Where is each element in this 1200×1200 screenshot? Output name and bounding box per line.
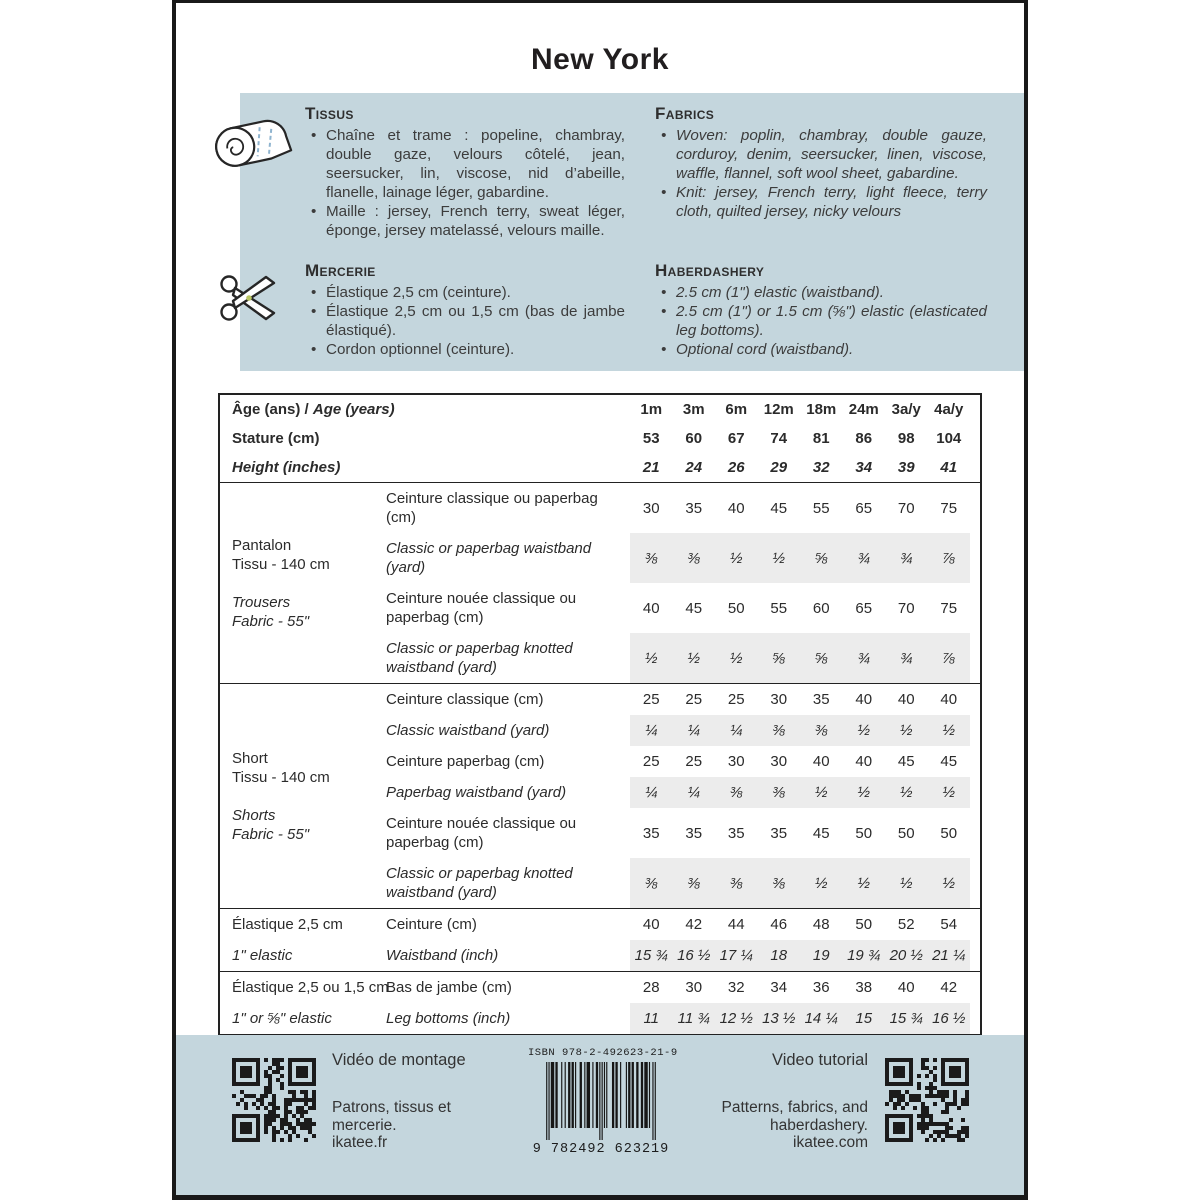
size-value: 25 bbox=[727, 691, 745, 708]
size-value: 34 bbox=[770, 979, 788, 996]
table-row bbox=[386, 808, 980, 858]
size-value: ½ bbox=[729, 549, 743, 567]
size-value: 21 bbox=[642, 459, 660, 476]
size-value: ½ bbox=[729, 649, 743, 667]
size-value: ¼ bbox=[687, 784, 700, 801]
size-value: 6m bbox=[725, 401, 748, 418]
size-value: 60 bbox=[685, 430, 703, 447]
size-value: 50 bbox=[727, 599, 745, 617]
row-values bbox=[630, 633, 970, 683]
size-value: 38 bbox=[855, 979, 873, 996]
size-value: 45 bbox=[770, 499, 788, 517]
size-value: ⅜ bbox=[772, 784, 785, 801]
table-row bbox=[386, 777, 980, 808]
size-value: 45 bbox=[897, 753, 915, 770]
size-value: 40 bbox=[897, 979, 915, 996]
garment-group-label bbox=[220, 684, 386, 908]
section-rows bbox=[386, 684, 980, 908]
size-value: 42 bbox=[940, 979, 958, 996]
group-line: Tissu - 140 cm bbox=[232, 555, 330, 573]
size-value: ¼ bbox=[644, 722, 658, 739]
table-row bbox=[386, 746, 980, 777]
size-value: 98 bbox=[897, 430, 915, 447]
mercerie-item: • Élastique 2,5 cm (ceinture). bbox=[305, 283, 625, 302]
size-value: 46 bbox=[770, 916, 788, 933]
row-group-label: Élastique 2,5 ou 1,5 cm bbox=[232, 979, 389, 996]
size-value: 50 bbox=[855, 916, 873, 933]
table-row bbox=[220, 940, 980, 971]
fabrics-item: • Woven: poplin, chambray, double gauze, corduroy, denim, seersucker, linen, viscose, waffle, flannel, soft wool sheet, gabardine. bbox=[655, 126, 987, 183]
fabrics-block bbox=[655, 104, 987, 221]
size-value: 81 bbox=[812, 430, 830, 447]
size-value: 11 bbox=[643, 1010, 660, 1027]
size-value: ½ bbox=[687, 649, 700, 667]
table-row bbox=[386, 633, 980, 683]
tissus-item: • Maille : jersey, French terry, sweat léger, éponge, jersey matelassé, velours maille. bbox=[305, 202, 625, 240]
pattern-back-cover bbox=[172, 0, 1028, 1200]
size-value: 19 bbox=[812, 947, 830, 964]
size-value: 15 ¾ bbox=[889, 1010, 923, 1027]
height-row bbox=[220, 453, 980, 482]
size-value: ½ bbox=[899, 784, 913, 801]
size-value: ½ bbox=[899, 874, 913, 892]
size-value: 70 bbox=[897, 599, 915, 617]
size-table-section bbox=[220, 683, 980, 908]
table-row bbox=[386, 858, 980, 908]
row-label: Classic or paperbag waistband (yard) bbox=[386, 540, 592, 576]
group-line bbox=[232, 787, 382, 806]
materials-info-panel bbox=[240, 93, 1024, 371]
tissus-block bbox=[305, 104, 625, 240]
size-value: ½ bbox=[814, 874, 828, 892]
size-value: 45 bbox=[812, 824, 830, 842]
haberdashery-item: • 2.5 cm (1") or 1.5 cm (⅝") elastic (elasticated leg bottoms). bbox=[655, 302, 987, 340]
size-value: 34 bbox=[855, 459, 873, 476]
size-value: ¾ bbox=[899, 649, 913, 667]
size-value: 45 bbox=[940, 753, 958, 770]
size-value: 75 bbox=[940, 499, 958, 517]
group-line bbox=[232, 574, 382, 593]
size-value: 40 bbox=[940, 691, 958, 708]
stature-row bbox=[220, 424, 980, 453]
group-line: Tissu - 140 cm bbox=[232, 768, 330, 786]
age-row-label: Âge (ans) / Age (years) bbox=[232, 401, 395, 418]
size-table-header bbox=[220, 395, 980, 482]
size-value: 36 bbox=[812, 979, 830, 996]
size-value: 70 bbox=[897, 499, 915, 517]
qr-code-video-en bbox=[885, 1058, 969, 1142]
size-table-section bbox=[220, 908, 980, 971]
row-values bbox=[630, 858, 970, 908]
size-value: ⅝ bbox=[814, 649, 828, 667]
footer-right-text bbox=[722, 1099, 868, 1152]
age-row-values bbox=[630, 395, 970, 424]
size-value: 44 bbox=[727, 916, 745, 933]
size-value: ½ bbox=[772, 549, 785, 567]
footer-left-title: Vidéo de montage bbox=[332, 1051, 466, 1069]
size-value: 35 bbox=[642, 824, 660, 842]
mercerie-list bbox=[305, 283, 625, 359]
garment-group-label bbox=[220, 483, 386, 683]
mercerie-heading: Mercerie bbox=[305, 261, 376, 280]
size-value: 16 ½ bbox=[932, 1010, 966, 1027]
size-value: 28 bbox=[642, 979, 660, 996]
size-value: 30 bbox=[770, 691, 788, 708]
size-value: 29 bbox=[770, 459, 788, 476]
size-table-section bbox=[220, 482, 980, 683]
footer-left-line: Patrons, tissus et bbox=[332, 1099, 451, 1116]
table-row bbox=[386, 684, 980, 715]
size-value: 45 bbox=[685, 599, 703, 617]
size-value: 3m bbox=[682, 401, 705, 418]
size-value: 17 ¼ bbox=[719, 947, 753, 964]
size-value: 30 bbox=[727, 753, 745, 770]
size-value: 20 ½ bbox=[889, 947, 923, 964]
size-value: 24 bbox=[685, 459, 703, 476]
size-value: 25 bbox=[642, 691, 660, 708]
haberdashery-item: • 2.5 cm (1") elastic (waistband). bbox=[655, 283, 987, 302]
stature-row-label: Stature (cm) bbox=[232, 430, 320, 447]
section-rows bbox=[220, 909, 980, 971]
size-value: 74 bbox=[770, 430, 788, 447]
section-rows bbox=[386, 483, 980, 683]
size-value: 55 bbox=[812, 499, 830, 517]
group-line: Fabric - 55" bbox=[232, 825, 310, 843]
table-row bbox=[386, 533, 980, 583]
size-value: ⅜ bbox=[644, 874, 658, 892]
size-table bbox=[218, 393, 982, 1036]
size-value: 35 bbox=[685, 824, 703, 842]
table-row bbox=[386, 715, 980, 746]
size-value: 54 bbox=[940, 916, 958, 933]
row-group-label: 1" elastic bbox=[232, 947, 293, 964]
fabrics-list bbox=[655, 126, 987, 221]
size-value: 30 bbox=[685, 979, 703, 996]
row-group-label: Élastique 2,5 cm bbox=[232, 916, 343, 933]
haberdashery-block bbox=[655, 261, 987, 359]
table-row bbox=[220, 1003, 980, 1034]
size-value: 18m bbox=[806, 401, 837, 418]
footer-left-line: ikatee.fr bbox=[332, 1134, 388, 1151]
footer-left-text bbox=[332, 1099, 451, 1152]
row-label: Leg bottoms (inch) bbox=[386, 1010, 511, 1027]
size-value: 86 bbox=[855, 430, 873, 447]
footer-right-line: Patterns, fabrics, and bbox=[721, 1099, 868, 1116]
size-value: ⅝ bbox=[772, 649, 785, 667]
row-label: Ceinture (cm) bbox=[386, 916, 477, 933]
size-value: 65 bbox=[855, 599, 873, 617]
size-value: 75 bbox=[940, 599, 958, 617]
size-value: ½ bbox=[814, 784, 828, 801]
row-label: Waistband (inch) bbox=[386, 947, 499, 964]
size-value: 12m bbox=[763, 401, 794, 418]
barcode-digits: 9 782492 623219 bbox=[532, 1142, 670, 1157]
pattern-title: New York bbox=[531, 43, 669, 76]
row-label: Ceinture nouée classique ou paperbag (cm) bbox=[386, 815, 577, 851]
row-label: Ceinture classique (cm) bbox=[386, 691, 544, 708]
size-value: 35 bbox=[727, 824, 745, 842]
row-group-label: 1" or ⅝" elastic bbox=[232, 1010, 332, 1027]
size-value: 11 ¾ bbox=[677, 1010, 710, 1027]
row-values bbox=[630, 583, 970, 633]
size-value: 13 ½ bbox=[762, 1010, 796, 1027]
size-value: ⅜ bbox=[814, 722, 828, 739]
row-values bbox=[630, 940, 970, 971]
size-value: 40 bbox=[855, 691, 873, 708]
size-value: 39 bbox=[897, 459, 915, 476]
size-value: 40 bbox=[727, 499, 745, 517]
size-value: 32 bbox=[812, 459, 830, 476]
size-value: 50 bbox=[940, 824, 958, 842]
haberdashery-list bbox=[655, 283, 987, 359]
table-row bbox=[220, 909, 980, 940]
size-value: ⅝ bbox=[814, 549, 828, 567]
size-value: 50 bbox=[897, 824, 915, 842]
row-values bbox=[630, 777, 970, 808]
footer-right-line: ikatee.com bbox=[793, 1134, 868, 1151]
size-value: ½ bbox=[942, 784, 955, 801]
stature-row-values bbox=[630, 424, 970, 453]
size-value: 50 bbox=[855, 824, 873, 842]
haberdashery-heading: Haberdashery bbox=[655, 261, 765, 280]
size-value: 53 bbox=[642, 430, 660, 447]
size-value: 21 ¼ bbox=[932, 947, 966, 964]
size-table-section bbox=[220, 971, 980, 1034]
group-line: Trousers bbox=[232, 593, 291, 611]
row-label: Ceinture classique ou paperbag (cm) bbox=[386, 490, 598, 526]
row-label: Classic or paperbag knotted waistband (yard) bbox=[386, 865, 573, 901]
size-value: 1m bbox=[640, 401, 663, 418]
size-value: ½ bbox=[857, 722, 870, 739]
size-value: 40 bbox=[642, 916, 660, 933]
row-label: Classic waistband (yard) bbox=[386, 722, 550, 739]
barcode-bars bbox=[545, 1062, 657, 1142]
size-value: ⅜ bbox=[687, 549, 700, 567]
size-value: 40 bbox=[855, 753, 873, 770]
group-line: Pantalon bbox=[232, 536, 292, 554]
row-values bbox=[630, 533, 970, 583]
tissus-list bbox=[305, 126, 625, 240]
size-value: 15 ¾ bbox=[634, 947, 668, 964]
row-label: Classic or paperbag knotted waistband (yard) bbox=[386, 640, 573, 676]
size-value: 14 ¼ bbox=[804, 1010, 838, 1027]
size-value: ⅜ bbox=[644, 549, 658, 567]
size-value: 25 bbox=[685, 753, 703, 770]
size-value: ½ bbox=[857, 784, 870, 801]
size-value: 40 bbox=[897, 691, 915, 708]
table-row bbox=[386, 483, 980, 533]
mercerie-block bbox=[305, 261, 625, 359]
haberdashery-item: • Optional cord (waistband). bbox=[655, 340, 987, 359]
size-value: 42 bbox=[685, 916, 703, 933]
size-value: 15 bbox=[855, 1010, 873, 1027]
row-values bbox=[630, 684, 970, 715]
size-value: 16 ½ bbox=[677, 947, 711, 964]
group-line: Short bbox=[232, 749, 268, 767]
size-value: ⅜ bbox=[772, 722, 785, 739]
footer-band bbox=[176, 1035, 1024, 1195]
size-value: 35 bbox=[770, 824, 788, 842]
mercerie-item: • Cordon optionnel (ceinture). bbox=[305, 340, 625, 359]
table-row bbox=[220, 972, 980, 1003]
size-value: ½ bbox=[644, 649, 658, 667]
row-values bbox=[630, 746, 970, 777]
size-value: 30 bbox=[770, 753, 788, 770]
size-table-body bbox=[220, 482, 980, 1034]
size-value: ¼ bbox=[687, 722, 700, 739]
tissus-heading: Tissus bbox=[305, 104, 354, 123]
fabrics-heading: Fabrics bbox=[655, 104, 715, 123]
size-value: 25 bbox=[642, 753, 660, 770]
size-value: 40 bbox=[812, 753, 830, 770]
mercerie-item: • Élastique 2,5 cm ou 1,5 cm (bas de jambe élastiqué). bbox=[305, 302, 625, 340]
footer-left-line: mercerie. bbox=[332, 1116, 397, 1134]
size-value: ⅞ bbox=[942, 549, 955, 567]
size-value: ¾ bbox=[857, 649, 870, 667]
size-value: 35 bbox=[812, 691, 830, 708]
age-row bbox=[220, 395, 980, 424]
footer-right-line: haberdashery. bbox=[770, 1116, 868, 1134]
size-value: 60 bbox=[812, 599, 830, 617]
size-value: 18 bbox=[770, 947, 788, 964]
size-value: ¾ bbox=[899, 549, 913, 567]
row-values bbox=[630, 972, 970, 1003]
row-values bbox=[630, 483, 970, 533]
row-label: Ceinture paperbag (cm) bbox=[386, 753, 545, 770]
size-value: 19 ¾ bbox=[847, 947, 881, 964]
size-value: 40 bbox=[642, 599, 660, 617]
size-value: ⅜ bbox=[729, 784, 743, 801]
row-values bbox=[630, 715, 970, 746]
size-value: 41 bbox=[940, 459, 958, 476]
size-value: 32 bbox=[727, 979, 745, 996]
size-value: 3a/y bbox=[891, 401, 921, 418]
footer-right-title: Video tutorial bbox=[771, 1051, 868, 1069]
size-value: 52 bbox=[897, 916, 915, 933]
size-value: 25 bbox=[685, 691, 703, 708]
size-value: 24m bbox=[848, 401, 879, 418]
row-values bbox=[630, 1003, 970, 1034]
size-value: 55 bbox=[770, 599, 788, 617]
height-row-values bbox=[630, 453, 970, 482]
size-value: ½ bbox=[899, 722, 913, 739]
size-value: ¼ bbox=[729, 722, 743, 739]
row-label: Ceinture nouée classique ou paperbag (cm) bbox=[386, 590, 577, 626]
size-value: ⅞ bbox=[942, 649, 955, 667]
row-values bbox=[630, 808, 970, 858]
size-value: ½ bbox=[942, 722, 955, 739]
size-value: 12 ½ bbox=[719, 1010, 753, 1027]
section-rows bbox=[220, 972, 980, 1034]
qr-code-video-fr bbox=[232, 1058, 316, 1142]
height-row-label: Height (inches) bbox=[232, 459, 341, 476]
row-label: Paperbag waistband (yard) bbox=[386, 784, 567, 801]
size-value: ⅜ bbox=[729, 874, 743, 892]
size-value: 26 bbox=[727, 459, 745, 476]
size-value: ½ bbox=[857, 874, 870, 892]
group-line: Shorts bbox=[232, 806, 276, 824]
fabric-roll-icon bbox=[210, 111, 296, 177]
size-value: 48 bbox=[812, 916, 830, 933]
size-value: 65 bbox=[855, 499, 873, 517]
row-label: Bas de jambe (cm) bbox=[386, 979, 512, 996]
table-row bbox=[386, 583, 980, 633]
size-value: 4a/y bbox=[934, 401, 964, 418]
fabrics-item: • Knit: jersey, French terry, light fleece, terry cloth, quilted jersey, nicky velours bbox=[655, 183, 987, 221]
isbn-label: ISBN 978-2-492623-21-9 bbox=[528, 1047, 678, 1059]
size-value: 67 bbox=[727, 430, 745, 447]
scissors-icon bbox=[218, 269, 284, 327]
size-value: ¼ bbox=[644, 784, 658, 801]
tissus-item: • Chaîne et trame : popeline, chambray, double gaze, velours côtelé, jean, seersucker, lin, viscose, nid d’abeille, flanelle, lainage léger, gabardine. bbox=[305, 126, 625, 202]
size-value: ⅜ bbox=[772, 874, 785, 892]
group-line: Fabric - 55" bbox=[232, 612, 310, 630]
isbn-barcode bbox=[528, 1047, 678, 1157]
size-value: 35 bbox=[685, 499, 703, 517]
size-value: ¾ bbox=[857, 549, 870, 567]
row-values bbox=[630, 909, 970, 940]
size-value: ½ bbox=[942, 874, 955, 892]
size-value: ⅜ bbox=[687, 874, 700, 892]
size-value: 104 bbox=[936, 430, 962, 447]
size-value: 30 bbox=[642, 499, 660, 517]
